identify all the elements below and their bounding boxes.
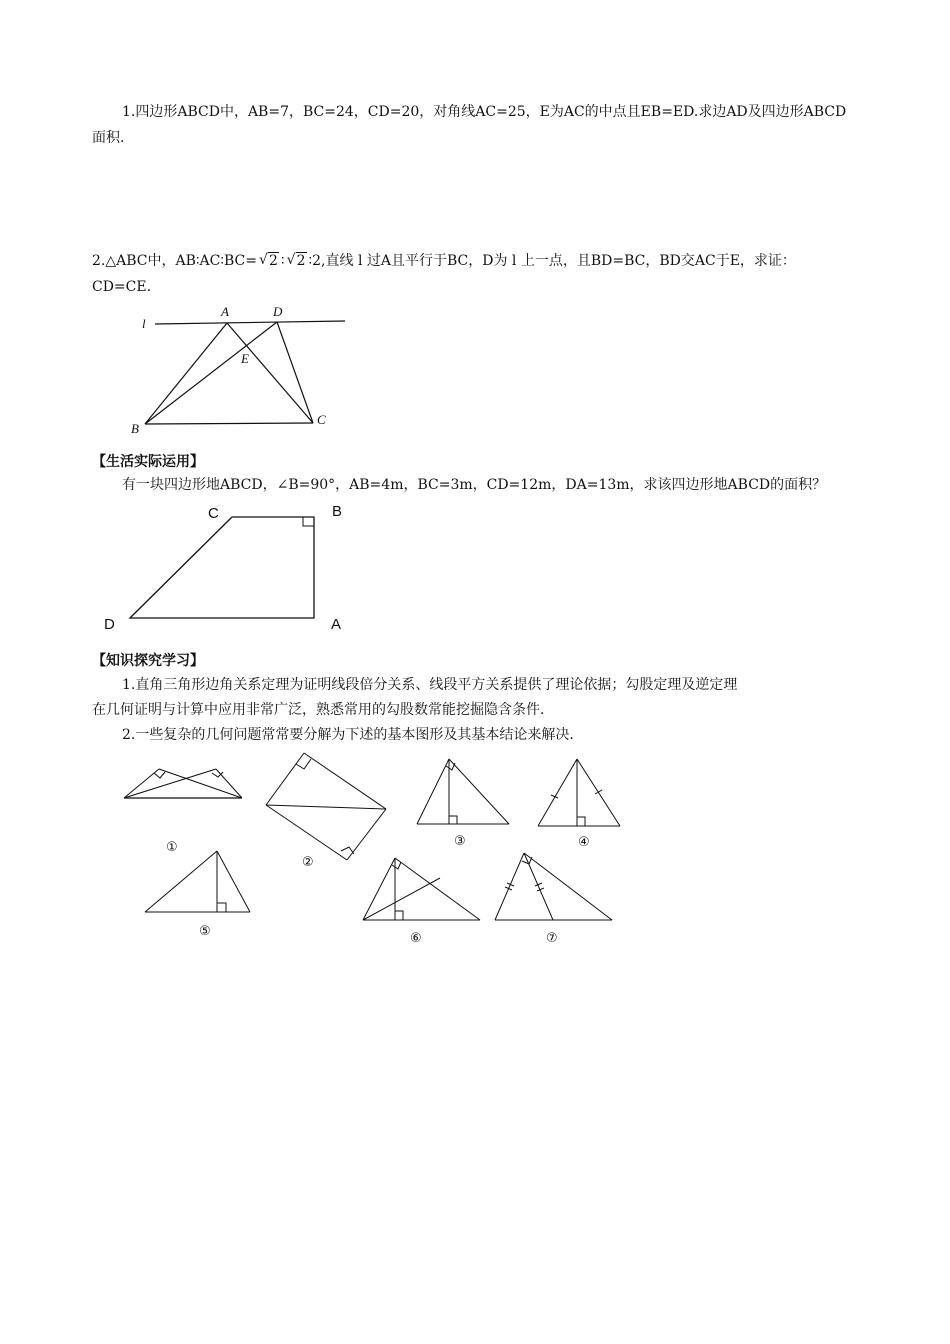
- quadrilateral-ABCD: [130, 517, 314, 618]
- knowledge-item1-line2: 在几何证明与计算中应用非常广泛，熟悉常用的勾股数常能挖掘隐含条件.: [92, 702, 545, 718]
- figure-label-2: ②: [302, 855, 314, 870]
- label-E: E: [241, 351, 249, 366]
- figure-label-7: ⑦: [546, 931, 558, 946]
- figure-label-1: ①: [166, 840, 178, 855]
- problem2-figure: [125, 300, 365, 440]
- basic-figures: [110, 750, 640, 950]
- problem2-line2: CD=CE.: [92, 279, 152, 295]
- problem2-prefix: 2.△ABC中，AB∶AC∶BC=: [92, 253, 257, 269]
- label-D: D: [273, 304, 283, 319]
- label-A: A: [221, 304, 229, 319]
- figure-3: [417, 759, 509, 849]
- label-C: C: [208, 505, 219, 522]
- segment-BD: [145, 322, 277, 424]
- knowledge-section-title: 【知识探究学习】: [92, 653, 204, 669]
- problem1-line2: 面积.: [92, 130, 125, 146]
- problem2-line1: [92, 248, 796, 274]
- ratio-separator: ∶: [280, 253, 285, 269]
- figure-6: [363, 858, 480, 946]
- problem1-line1: 1.四边形ABCD中，AB=7，BC=24，CD=20，对角线AC=25，E为AC的中点且EB=ED.求边AD及四边形ABCD: [122, 104, 847, 120]
- knowledge-item2: 2.一些复杂的几何问题常常要分解为下述的基本图形及其基本结论来解决.: [122, 727, 574, 743]
- sqrt-symbol: √ 2: [287, 248, 307, 274]
- knowledge-item1-line1: 1.直角三角形边角关系定理为证明线段倍分关系、线段平方关系提供了理论依据；勾股定理及逆定理: [122, 677, 738, 693]
- label-A: A: [331, 616, 342, 633]
- label-B: B: [131, 421, 139, 436]
- line-l: [155, 321, 345, 324]
- quadrilateral-figure: [100, 498, 360, 638]
- segment-AB: [145, 323, 227, 424]
- figure-label-6: ⑥: [410, 931, 422, 946]
- segment-CD: [277, 322, 313, 423]
- segment-BC: [145, 423, 313, 424]
- figure-4: [538, 759, 620, 850]
- segment-AC: [227, 323, 313, 423]
- sqrt-symbol: √ 2: [259, 248, 279, 274]
- figure-label-4: ④: [578, 835, 590, 850]
- right-angle-mark-B: [303, 517, 314, 526]
- problem2-suffix: ∶2,直线 l 过A且平行于BC，D为 l 上一点，且BD=BC，BD交AC于E，求证：: [308, 253, 796, 269]
- life-section-text: 有一块四边形地ABCD，∠B=90°，AB=4m，BC=3m，CD=12m，DA=13m，求该四边形地ABCD的面积？: [122, 477, 827, 493]
- figure-5: [145, 851, 250, 939]
- label-C: C: [317, 412, 326, 427]
- label-l: l: [142, 316, 146, 331]
- life-section-title: 【生活实际运用】: [92, 454, 204, 470]
- figure-7: [495, 853, 612, 946]
- figure-1: [124, 769, 242, 855]
- figure-label-3: ③: [454, 834, 466, 849]
- label-B: B: [332, 503, 343, 520]
- figure-2: [266, 753, 386, 870]
- label-D: D: [104, 616, 115, 633]
- figure-label-5: ⑤: [199, 924, 211, 939]
